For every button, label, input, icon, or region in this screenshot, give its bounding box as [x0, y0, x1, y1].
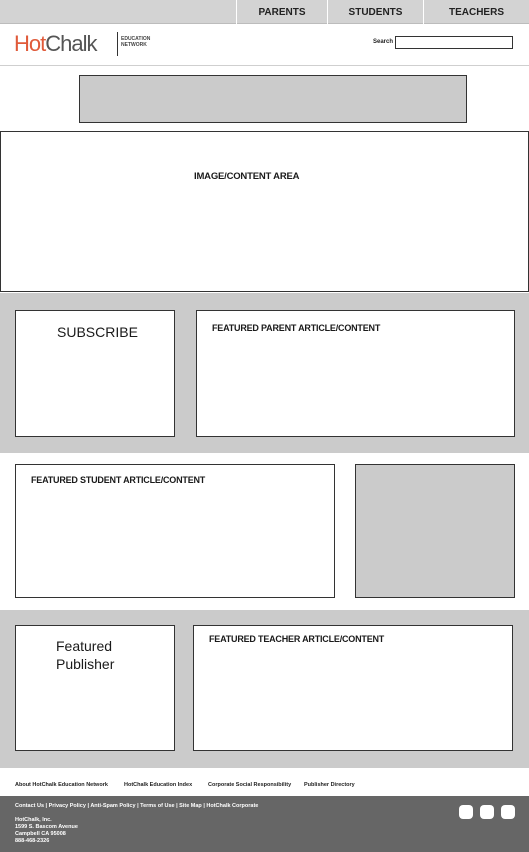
- hero-label: IMAGE/CONTENT AREA: [194, 171, 300, 182]
- logo-subtitle-line2: NETWORK: [121, 42, 147, 48]
- featured-teacher-label: FEATURED TEACHER ARTICLE/CONTENT: [209, 634, 385, 644]
- featured-publisher-label-line1: Featured: [56, 638, 113, 654]
- featured-teacher-box[interactable]: [193, 625, 513, 751]
- ad-placeholder-square[interactable]: [355, 464, 515, 598]
- header: [0, 24, 529, 66]
- row-teacher: [0, 610, 529, 768]
- featured-parent-box[interactable]: [196, 310, 515, 437]
- top-nav: [0, 0, 529, 24]
- featured-publisher-label-line2: Publisher: [56, 656, 115, 672]
- social-icon-3[interactable]: [501, 805, 515, 819]
- hero-content-area[interactable]: [0, 132, 529, 292]
- search-input[interactable]: [395, 36, 513, 49]
- tab-students[interactable]: STUDENTS: [327, 0, 423, 24]
- footer-link-publisher-directory[interactable]: Publisher Directory: [304, 782, 355, 788]
- row-parent: [0, 293, 529, 453]
- social-icon-2[interactable]: [480, 805, 494, 819]
- footer-bottom: [0, 796, 529, 852]
- featured-student-box[interactable]: [15, 464, 335, 598]
- logo-subtitle-line1: EDUCATION: [121, 36, 151, 42]
- logo[interactable]: [14, 31, 97, 57]
- banner-area: [0, 66, 529, 132]
- featured-student-label: FEATURED STUDENT ARTICLE/CONTENT: [31, 475, 206, 485]
- logo-chalk-text: Chalk: [45, 31, 97, 56]
- legal-links[interactable]: Contact Us | Privacy Policy | Anti-Spam Policy | Terms of Use | Site Map | HotChalk Corporate: [15, 803, 259, 809]
- tab-parents[interactable]: PARENTS: [236, 0, 327, 24]
- address-street: 1599 S. Bascom Avenue: [15, 824, 78, 830]
- search-label: Search: [373, 39, 394, 45]
- logo-hot-text: Hot: [14, 31, 46, 56]
- footer-link-about[interactable]: About HotChalk Education Network: [15, 782, 108, 788]
- logo-subtitle: [121, 36, 150, 48]
- footer-link-csr[interactable]: Corporate Social Responsibility: [208, 782, 292, 788]
- address-company: HotChalk, Inc.: [15, 817, 52, 823]
- subscribe-box[interactable]: [15, 310, 175, 437]
- footer-link-index[interactable]: HotChalk Education Index: [124, 782, 193, 788]
- featured-publisher-box[interactable]: [15, 625, 175, 751]
- subscribe-label: SUBSCRIBE: [57, 324, 138, 340]
- address-city: Campbell CA 95008: [15, 831, 66, 837]
- featured-parent-label: FEATURED PARENT ARTICLE/CONTENT: [212, 323, 381, 333]
- address-phone: 888-468-2326: [15, 838, 50, 844]
- tab-teachers[interactable]: TEACHERS: [423, 0, 529, 24]
- social-icon-1[interactable]: [459, 805, 473, 819]
- logo-divider: [117, 32, 118, 56]
- row-student: [0, 453, 529, 610]
- banner-ad-placeholder[interactable]: [79, 75, 467, 123]
- footer-links: [0, 776, 529, 796]
